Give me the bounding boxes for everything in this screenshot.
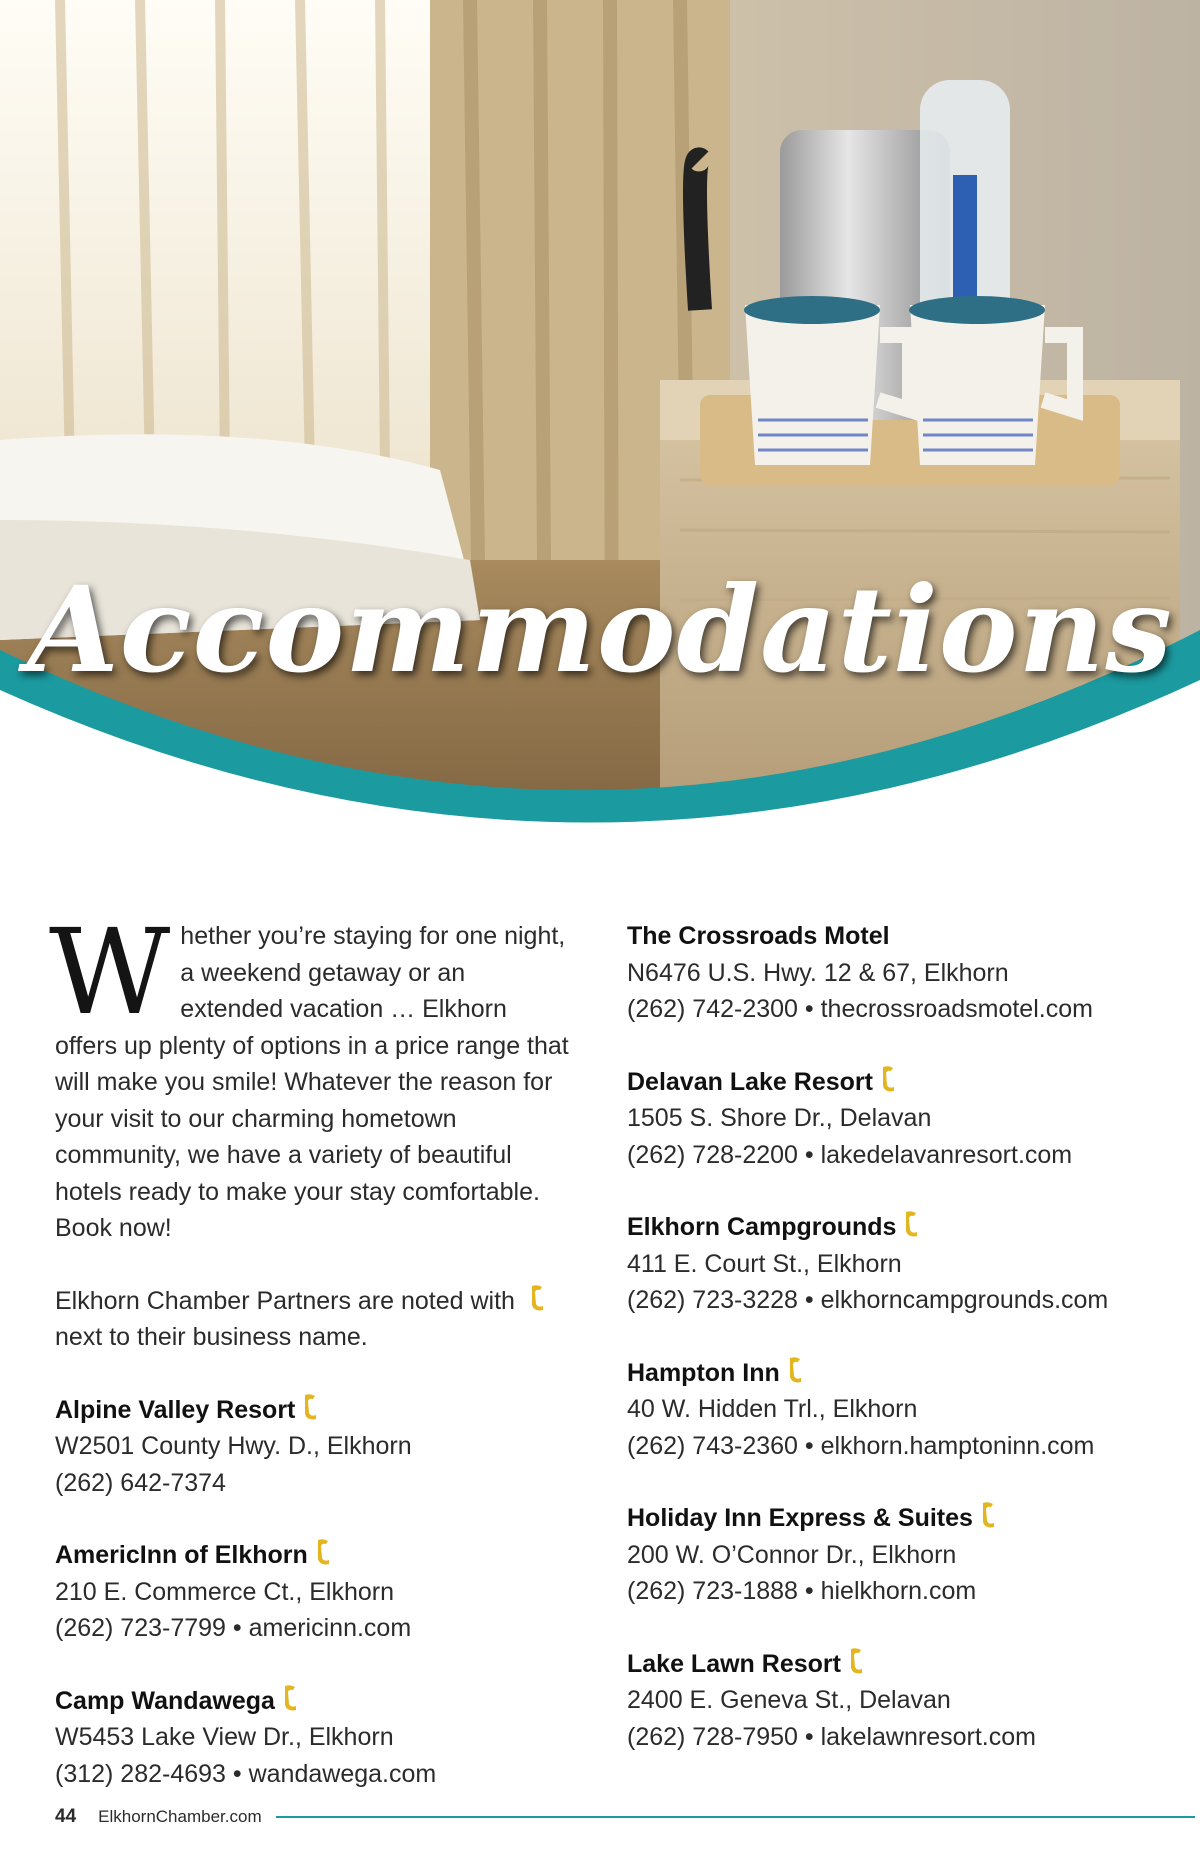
listing-name: Holiday Inn Express & Suites <box>627 1504 973 1532</box>
listing-name: The Crossroads Motel <box>627 922 890 950</box>
listing-name-line <box>55 1683 575 1720</box>
listing-name-line <box>627 1646 1167 1683</box>
chamber-partner-icon <box>902 1210 920 1238</box>
listing-address: 411 E. Court St., Elkhorn <box>627 1249 902 1278</box>
listing-name-line <box>627 1355 1167 1392</box>
listing-name: AmericInn of Elkhorn <box>55 1541 308 1569</box>
listing-contact[interactable]: (262) 728-7950 • lakelawnresort.com <box>627 1722 1036 1751</box>
chamber-partner-icon <box>847 1647 865 1675</box>
listing-contact[interactable]: (262) 743-2360 • elkhorn.hamptoninn.com <box>627 1431 1095 1460</box>
listing-name: Camp Wandawega <box>55 1686 275 1715</box>
listing-address: 40 W. Hidden Trl., Elkhorn <box>627 1395 918 1423</box>
listing-address: 210 E. Commerce Ct., Elkhorn <box>55 1577 395 1606</box>
listing-contact[interactable]: (262) 642-7374 <box>55 1468 226 1497</box>
listing-name: Hampton Inn <box>627 1358 780 1387</box>
listing-name: Lake Lawn Resort <box>627 1649 841 1678</box>
listing-entry <box>627 1209 1167 1319</box>
page-title: Accommodations <box>27 560 1173 699</box>
listing-name: Alpine Valley Resort <box>55 1395 296 1424</box>
listing-entry <box>55 1392 575 1502</box>
chamber-partner-icon <box>281 1684 299 1712</box>
listing-entry <box>55 1537 575 1647</box>
chamber-partner-icon <box>879 1065 897 1093</box>
listing-address: 200 W. O’Connor Dr., Elkhorn <box>627 1540 957 1569</box>
chamber-partner-icon <box>314 1538 332 1566</box>
intro-text: hether you’re staying for one night, a weekend getaway or an extended vacation … Elkhorn offers up plenty of options in a price range that will make you smile! Whatever the reason for your visit to our charming hometown community, we have a variety of beautiful hotels ready to make your stay comfortable. Book now! <box>55 922 569 1242</box>
partner-note-before: Elkhorn Chamber Partners are noted with <box>55 1286 515 1315</box>
listing-name-line <box>627 1209 1167 1246</box>
listing-name-line <box>627 918 1167 955</box>
intro-paragraph <box>49 903 575 1247</box>
partner-note-after: next to their business name. <box>55 1323 368 1351</box>
listing-contact[interactable]: (312) 282-4693 • wandawega.com <box>55 1759 437 1788</box>
hero-banner <box>0 0 1200 860</box>
listing-name-line <box>627 1064 1167 1101</box>
listing-group-left <box>55 1392 575 1793</box>
listing-name: Delavan Lake Resort <box>627 1067 873 1096</box>
listing-contact[interactable]: (262) 723-3228 • elkhorncampgrounds.com <box>627 1286 1109 1314</box>
listing-entry <box>627 1064 1167 1174</box>
partner-note <box>55 1283 575 1356</box>
footer-site-link[interactable]: ElkhornChamber.com <box>98 1807 262 1826</box>
listing-address: 1505 S. Shore Dr., Delavan <box>627 1104 932 1132</box>
listing-contact[interactable]: (262) 742-2300 • thecrossroadsmotel.com <box>627 995 1093 1023</box>
listing-address: W5453 Lake View Dr., Elkhorn <box>55 1723 394 1751</box>
listing-contact[interactable]: (262) 723-1888 • hielkhorn.com <box>627 1577 977 1605</box>
chamber-partner-icon <box>301 1393 319 1421</box>
chamber-partner-icon <box>528 1284 546 1312</box>
listing-entry <box>627 1355 1167 1465</box>
listing-entry <box>627 1500 1167 1610</box>
listing-contact[interactable]: (262) 723-7799 • americinn.com <box>55 1614 412 1642</box>
page-number: 44 <box>55 1806 77 1827</box>
chamber-partner-icon <box>786 1356 804 1384</box>
footer-rule <box>276 1816 1195 1818</box>
left-column <box>49 903 575 1828</box>
listing-name-line <box>55 1392 575 1429</box>
listing-address: W2501 County Hwy. D., Elkhorn <box>55 1432 412 1460</box>
page-footer <box>55 1805 1195 1829</box>
listing-entry <box>627 1646 1167 1756</box>
listing-group-right <box>627 918 1167 1755</box>
chamber-partner-icon <box>979 1501 997 1529</box>
listing-address: N6476 U.S. Hwy. 12 & 67, Elkhorn <box>627 958 1009 987</box>
listing-contact[interactable]: (262) 728-2200 • lakedelavanresort.com <box>627 1140 1073 1169</box>
hero-photo <box>0 0 1200 860</box>
listing-entry <box>627 918 1167 1028</box>
right-column <box>627 918 1167 1791</box>
listing-entry <box>55 1683 575 1793</box>
drop-cap: W <box>49 903 171 1041</box>
listing-address: 2400 E. Geneva St., Delavan <box>627 1686 951 1714</box>
listing-name-line <box>55 1537 575 1574</box>
listing-name: Elkhorn Campgrounds <box>627 1213 897 1241</box>
listing-name-line <box>627 1500 1167 1537</box>
